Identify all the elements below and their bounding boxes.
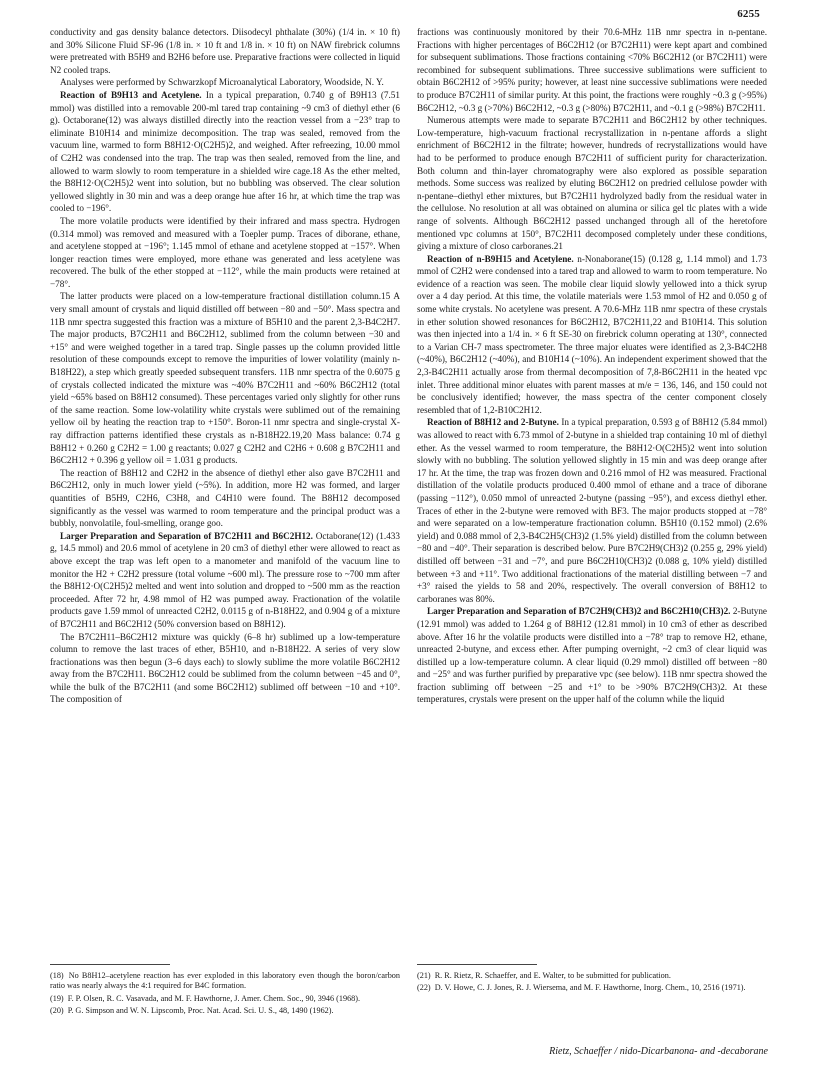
paragraph: Reaction of n-B9H15 and Acetylene. n-Nonaborane(15) (0.128 g, 1.14 mmol) and 1.73 mmol of C2H2 were condensed into a tared trap and allowed to warm to room temperature. No evidence of a reaction was seen. The mobile clear liquid slowly yellowed into a thick syrup over a 4 day period. At this time, the volatile materials were 1.53 mmol of H2 and 0.050 g of some white crystals. No acetylene was present. A 70.6-MHz 11B nmr spectra of these crystals in ether solution showed resonances for B6C2H12, B7C2H11,22 and B10H14. This solution was then injected into a 1/4 in. × 6 ft SE-30 on firebrick column operating at 130°, connected to a Varian CH-7 mass spectrometer. The three major eluates were identified as 2,3-B4C2H8 (~40%), B6C2H12 (~40%), and B10H14 (~10%). An independent experiment showed that the 2,3-B4C2H11 actually arose from thermal decomposition of 7,8-B6C2H11 in the heated vpc inlet. Three additional minor eluates with parent masses at m/e = 136, 146, and 150 could not be conclusively identified; however, the mass spectra of the center component closely resembled that of 1,2-B10C2H12. bbox=[417, 253, 767, 415]
footnote-divider bbox=[417, 964, 537, 965]
section-heading: Reaction of B8H12 and 2-Butyne. bbox=[427, 417, 559, 428]
running-footer: Rietz, Schaeffer / nido-Dicarbanona- and -decaborane bbox=[549, 1046, 768, 1057]
left-column bbox=[50, 26, 400, 706]
paragraph: Larger Preparation and Separation of B7C2H11 and B6C2H12. Octaborane(12) (1.433 g, 14.5 mmol) and 20.6 mmol of acetylene in 20 cm3 of diethyl ether were allowed to react as above except the trap was left open to a manometer and manifold of the vacuum line to monitor the H2 + C2H2 pressure (total volume ~600 ml). The pressure rose to ~700 mm after the B8H12·O(C2H5)2 melted and went into solution and dropped to ~500 mm as the reaction proceeded. After 72 hr, 4.98 mmol of H2 was pumped away. Fractionation of the volatile products gave 1.59 mmol of unreacted C2H2, 0.0115 g of n-B18H22, and 0.904 g of a mixture of B7C2H11 and B6C2H12 (50% conversion based on B8H12). bbox=[50, 530, 400, 629]
footnote: (20) P. G. Simpson and W. N. Lipscomb, Proc. Nat. Acad. Sci. U. S., 48, 1490 (1962). bbox=[50, 1006, 334, 1016]
section-heading: Larger Preparation and Separation of B7C2H9(CH3)2 and B6C2H10(CH3)2. bbox=[427, 606, 731, 617]
paragraph: conductivity and gas density balance detectors. Diisodecyl phthalate (30%) (1/4 in. × 10 ft) and 30% Silicone Fluid SF-96 (1/8 in. × 10 ft and 1/8 in. × 10 ft) on NAW firebrick columns were pretreated with B5H9 and B2H6 before use. Preparative fractions were collected in liquid N2 cooled traps. bbox=[50, 27, 400, 75]
right-footnotes bbox=[417, 956, 767, 996]
left-footnotes bbox=[50, 956, 400, 1019]
footnote: (22) D. V. Howe, C. J. Jones, R. J. Wiersema, and M. F. Hawthorne, Inorg. Chem., 10, 2516 (1971). bbox=[417, 983, 746, 993]
paragraph: Reaction of B8H12 and 2-Butyne. In a typical preparation, 0.593 g of B8H12 (5.84 mmol) was allowed to react with 6.73 mmol of 2-butyne in a shielded trap containing 10 ml of diethyl ether. As the vessel warmed to room temperature, the B8H12·O(C2H5)2 went into solution slowly with no bubbling. The solution yellowed slightly in 15 min and was deep orange after 17 hr. At the time, the trap was frozen down and 0.216 mmol of H2 was measured. Fractional distillation of the volatile products produced 0.400 mmol of ethane and a trace of diborane (passing −112°), 0.050 mmol of unreacted 2-butyne (passing −95°), and excess diethyl ether. Traces of ether in the 2-butyne were removed with BF3. The major products stopped at −78° and were separated on a low-temperature fractionation column. B5H10 (0.152 mmol) (2.6% yield) and 0.088 mmol of 2,3-B4C2H5(CH3)2 (1.5% yield) distilled from the column between −80 and −40°. Their separation is described below. Pure B7C2H9(CH3)2 (0.255 g, 29% yield) distilled off between −31 and −7°, and pure B6C2H10(CH3)2 (0.088 g, 10% yield) distilled between +3 and +11°. Two additional fractionations of the material distilling between −7 and +3° raised the yields to 58 and 20%, respectively. The overall conversion of B8H12 to carboranes was 80%. bbox=[417, 417, 767, 604]
footnote-divider bbox=[50, 964, 170, 965]
section-heading: Larger Preparation and Separation of B7C2H11 and B6C2H12. bbox=[60, 530, 313, 541]
page-number: 6255 bbox=[737, 8, 760, 20]
right-column bbox=[417, 26, 767, 706]
paragraph: The more volatile products were identified by their infrared and mass spectra. Hydrogen (0.314 mmol) was removed and measured with a Toepler pump. Traces of diborane, ethane, and acetylene stopped at −196°; 1.145 mmol of ethane and acetylene stopped at −157°. When longer reaction times were employed, more ethane was generated and less acetylene was recovered. The bulk of the ether stopped at −112°, while the main products were retained at −78°. bbox=[50, 215, 400, 289]
footnote: (19) F. P. Olsen, R. C. Vasavada, and M. F. Hawthorne, J. Amer. Chem. Soc., 90, 3946 (1968). bbox=[50, 993, 361, 1003]
section-heading: Reaction of n-B9H15 and Acetylene. bbox=[427, 253, 574, 264]
paragraph: fractions was continuously monitored by their 70.6-MHz 11B nmr spectra in n-pentane. Fractions with higher percentages of B6C2H12 (or B7C2H11) were kept apart and combined for subsequent sublimations. Those fractions containing <70% B6C2H12 (or B7C2H11) were recombined for subsequent sublimations. Three successive sublimations were sufficient to obtain B6C2H12 of >95% purity; however, at least nine successive sublimations were needed to produce B7C2H11 of similar purity. At this point, the fractions were roughly ~0.3 g (>95%) B6C2H12, ~0.3 g (>70%) B6C2H12, ~0.3 g (>80%) B7C2H11, and ~0.1 g (>98%) B7C2H11. bbox=[417, 27, 767, 113]
footnote: (21) R. R. Rietz, R. Schaeffer, and E. Walter, to be submitted for publication. bbox=[417, 971, 671, 980]
paragraph: Analyses were performed by Schwarzkopf Microanalytical Laboratory, Woodside, N. Y. bbox=[60, 77, 384, 88]
paragraph: Reaction of B9H13 and Acetylene. In a typical preparation, 0.740 g of B9H13 (7.51 mmol) was distilled into a removable 200-ml tared trap containing ~9 cm3 of diethyl ether (6 g). Octaborane(12) was always distilled directly into the reaction vessel from a −23° trap to eliminate B10H14 and minimize decomposition. The trap was sealed, removed from the vacuum line, warmed to form B8H12·O(C2H5)2, and weighed. After refreezing, 10.00 mmol of C2H2 was condensed into the trap. The trap was then sealed, removed from the line, and allowed to warm slowly to room temperature in a shielded wire cage.18 As the ether melted, the B8H12·O(C2H5)2 went into solution, but no bubbling was observed. The clear solution yellowed slightly in 30 min and was a deep orange hue after 16 hr, at which time the trap was cooled to −196°. bbox=[50, 89, 400, 214]
footnote: (18) No B8H12–acetylene reaction has ever exploded in this laboratory even though the boron/carbon ratio was nearly always the 4:1 required for B4C formation. bbox=[50, 971, 400, 991]
paragraph: The latter products were placed on a low-temperature fractional distillation column.15 A very small amount of crystals and liquid distilled off between −80 and −50°. Mass spectra and 11B nmr spectra suggested this fraction was a mixture of B5H10 and the parent 2,3-B4C2H7. The major products, B7C2H11 and B6C2H12, sublimed from the column between −30 and +15° and were weighed together in a tared trap. Single passes up the column provided little resolution of these compounds except to remove the impurities of lower volatility (mainly n-B18H22), a step which greatly speeded subsequent transfers. 11B nmr spectra of the 0.6075 g of crystals collected indicated the mixture was ~40% B7C2H11 and ~60% B6C2H12 (total yield ~65% based on B8H12 consumed). These percentages varied only slightly for other runs of the same reaction. Some low-volatility white crystals were sublimed out of the remaining yellow oil by heating the reaction trap to +150°. Boron-11 nmr spectra and single-crystal X-ray diffraction patterns identified these crystals as n-B18H22.19,20 Mass balance: 0.74 g B8H12 + 0.260 g C2H2 = 1.00 g reactants; 0.027 g C2H2 and C2H6 + 0.608 g B7C2H11 and B6C2H12 + 0.396 g yellow oil = 1.031 g products. bbox=[50, 291, 400, 466]
paragraph: The B7C2H11–B6C2H12 mixture was quickly (6–8 hr) sublimed up a low-temperature column to remove the last traces of ether, B5H10, and n-B18H22. A series of very slow fractionations was then begun (3–6 days each) to slowly sublime the more volatile B6C2H12 away from the B7C2H11. B6C2H12 could be sublimed from the column between −45 and 0°, while the bulk of the B7C2H11 (and some B6C2H12) sublimed off between −10 and +10°. The composition of bbox=[50, 631, 400, 705]
paragraph: Larger Preparation and Separation of B7C2H9(CH3)2 and B6C2H10(CH3)2. 2-Butyne (12.91 mmol) was added to 1.264 g of B8H12 (12.81 mmol) in 10 cm3 of ether as described above. After 16 hr the volatile products were distilled into a −78° trap to remove H2, ethane, unreacted 2-butyne, and excess ether. After pumping overnight, ~2 cm3 of clear liquid was distilled up a low-temperature column. A clear liquid (0.29 mmol) distilled off between −80 and −25° and was further purified by preparative vpc (see below). 11B nmr spectra showed the fraction subliming off between −25 and +1° to be >90% B7C2H9(CH3)2. At these temperatures, crystals were present on the upper half of the column while the liquid bbox=[417, 606, 768, 705]
section-heading: Reaction of B9H13 and Acetylene. bbox=[60, 89, 202, 100]
paragraph: Numerous attempts were made to separate B7C2H11 and B6C2H12 by other techniques. Low-temperature, high-vacuum fractional recrystallization in n-pentane affords a slight enrichment of B6C2H12 in the filtrate; however, hundreds of recrystallizations would have had to be performed to produce enough B7C2H11 of sufficient purity for characterization. Both column and thin-layer chromatography were also explored as possible separation methods. Some success was realized by eluting B6C2H12 on predried cellulose powder with n-pentane–diethyl ether mixtures, but B7C2H11 hydrolyzed badly from the residual water in the cellulose. No resolution at all was obtained on alumina or silica gel tlc plates with a wide range of solvents. Although B6C2H12 passed unchanged through all of the heretofore mentioned vpc columns at 150°, B7C2H11 decomposed completely under these conditions, giving a mixture of closo carboranes.21 bbox=[417, 115, 767, 252]
paragraph: The reaction of B8H12 and C2H2 in the absence of diethyl ether also gave B7C2H11 and B6C2H12, only in much lower yield (~5%). In addition, more H2 was formed, and larger quantities of B5H9, C2H6, C3H8, and C4H10 were found. The B8H12 decomposed significantly as the vessel was warmed to room temperature and the principal product was a bubbly, nonvolatile, foul-smelling, orange goo. bbox=[50, 467, 400, 529]
